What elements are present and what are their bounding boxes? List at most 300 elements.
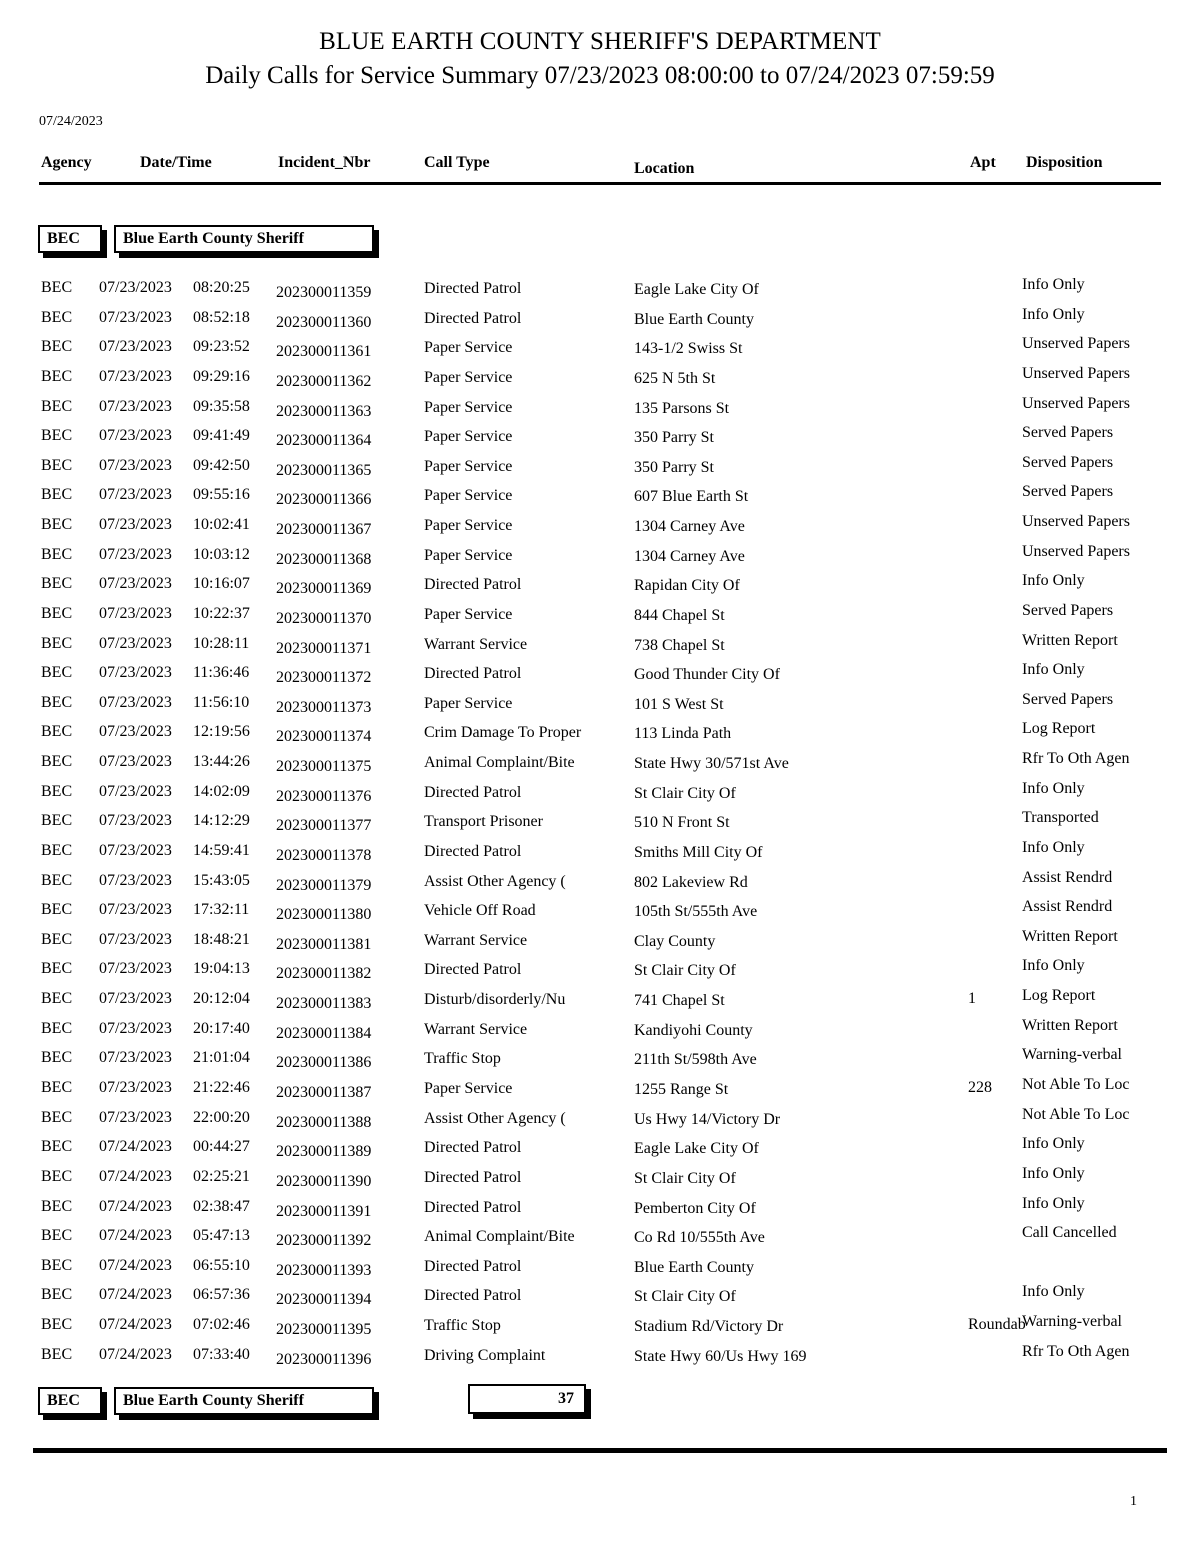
- cell-date: 07/23/2023: [99, 575, 172, 593]
- column-header-call-type: Call Type: [424, 154, 490, 171]
- cell-incident-nbr: 202300011374: [276, 728, 372, 746]
- cell-time: 10:28:11: [193, 634, 250, 652]
- table-row: [0, 719, 1200, 749]
- cell-time: 17:32:11: [193, 901, 250, 919]
- cell-agency: BEC: [41, 960, 73, 978]
- cell-time: 09:35:58: [193, 397, 250, 415]
- cell-agency: BEC: [41, 634, 73, 652]
- cell-incident-nbr: 202300011391: [276, 1202, 372, 1220]
- table-row: [0, 423, 1200, 453]
- table-row: [0, 690, 1200, 720]
- cell-call-type: Traffic Stop: [424, 1317, 501, 1335]
- cell-disposition: Written Report: [1022, 631, 1118, 649]
- cell-call-type: Crim Damage To Proper: [424, 724, 582, 742]
- cell-time: 14:59:41: [193, 841, 250, 859]
- footer-divider-rule: [33, 1448, 1167, 1453]
- cell-location: 105th St/555th Ave: [634, 903, 758, 921]
- cell-call-type: Animal Complaint/Bite: [424, 754, 575, 772]
- cell-date: 07/24/2023: [99, 1256, 172, 1274]
- cell-disposition: Warning-verbal: [1022, 1046, 1122, 1064]
- cell-disposition: Served Papers: [1022, 424, 1114, 442]
- cell-disposition: Info Only: [1022, 957, 1085, 975]
- cell-call-type: Directed Patrol: [424, 309, 522, 327]
- cell-time: 09:41:49: [193, 427, 250, 445]
- cell-time: 19:04:13: [193, 960, 250, 978]
- cell-agency: BEC: [41, 841, 73, 859]
- table-row: [0, 1016, 1200, 1046]
- cell-incident-nbr: 202300011386: [276, 1054, 372, 1072]
- cell-time: 07:33:40: [193, 1345, 250, 1363]
- cell-incident-nbr: 202300011379: [276, 876, 372, 894]
- table-row: [0, 275, 1200, 305]
- table-row: [0, 779, 1200, 809]
- group-header-agency-name: Blue Earth County Sheriff: [114, 225, 374, 253]
- table-row: [0, 364, 1200, 394]
- table-row: [0, 1105, 1200, 1135]
- cell-call-type: Directed Patrol: [424, 842, 522, 860]
- cell-call-type: Directed Patrol: [424, 280, 522, 297]
- cell-date: 07/23/2023: [99, 723, 172, 741]
- cell-disposition: Served Papers: [1022, 601, 1114, 619]
- cell-date: 07/24/2023: [99, 1197, 172, 1215]
- cell-time: 22:00:20: [193, 1108, 250, 1126]
- report-subtitle: Daily Calls for Service Summary 07/23/2023 08:00:00 to 07/24/2023 07:59:59: [205, 62, 995, 89]
- cell-incident-nbr: 202300011370: [276, 609, 372, 627]
- cell-call-type: Paper Service: [424, 1080, 513, 1097]
- cell-time: 09:42:50: [193, 456, 250, 474]
- cell-agency: BEC: [41, 1049, 73, 1067]
- cell-incident-nbr: 202300011394: [276, 1291, 372, 1309]
- group-footer-count: 37: [468, 1384, 586, 1414]
- cell-disposition: Written Report: [1022, 1016, 1118, 1034]
- cell-time: 11:36:46: [193, 664, 250, 682]
- cell-call-type: Paper Service: [424, 428, 513, 446]
- cell-call-type: Paper Service: [424, 517, 513, 535]
- cell-location: 143-1/2 Swiss St: [634, 340, 743, 358]
- cell-call-type: Paper Service: [424, 605, 513, 623]
- cell-disposition: Info Only: [1022, 661, 1085, 679]
- cell-date: 07/24/2023: [99, 1316, 172, 1334]
- cell-location: 350 Parry St: [634, 429, 714, 447]
- cell-location: 607 Blue Earth St: [634, 488, 749, 506]
- cell-date: 07/23/2023: [99, 604, 172, 622]
- column-header-disposition: Disposition: [1026, 154, 1103, 171]
- cell-date: 07/23/2023: [99, 753, 172, 771]
- cell-location: St Clair City Of: [634, 1169, 736, 1187]
- cell-location: 211th St/598th Ave: [634, 1051, 757, 1069]
- cell-call-type: Paper Service: [424, 694, 513, 712]
- cell-agency: BEC: [41, 871, 73, 889]
- cell-date: 07/24/2023: [99, 1167, 172, 1185]
- cell-incident-nbr: 202300011393: [276, 1261, 372, 1279]
- cell-agency: BEC: [41, 930, 73, 948]
- cell-agency: BEC: [41, 664, 73, 682]
- cell-disposition: Info Only: [1022, 1194, 1085, 1212]
- cell-date: 07/23/2023: [99, 693, 172, 711]
- cell-incident-nbr: 202300011375: [276, 758, 372, 776]
- cell-agency: BEC: [41, 516, 73, 534]
- cell-location: 738 Chapel St: [634, 636, 725, 654]
- cell-agency: BEC: [41, 308, 73, 326]
- cell-disposition: Not Able To Loc: [1022, 1105, 1130, 1123]
- table-row: [0, 986, 1200, 1016]
- column-header-agency: Agency: [41, 154, 92, 171]
- cell-disposition: Served Papers: [1022, 483, 1114, 501]
- cell-location: Eagle Lake City Of: [634, 281, 759, 298]
- cell-time: 21:22:46: [193, 1079, 250, 1096]
- cell-location: State Hwy 60/Us Hwy 169: [634, 1347, 807, 1365]
- table-row: [0, 838, 1200, 868]
- cell-call-type: Directed Patrol: [424, 1168, 522, 1186]
- cell-call-type: Disturb/disorderly/Nu: [424, 991, 566, 1009]
- cell-call-type: Warrant Service: [424, 635, 528, 653]
- cell-location: 1304 Carney Ave: [634, 547, 745, 565]
- cell-agency: BEC: [41, 990, 73, 1008]
- cell-date: 07/23/2023: [99, 486, 172, 504]
- table-row: [0, 660, 1200, 690]
- cell-call-type: Paper Service: [424, 339, 513, 357]
- cell-disposition: Info Only: [1022, 1164, 1085, 1182]
- table-row: [0, 1282, 1200, 1312]
- column-header-location: Location: [634, 160, 695, 177]
- cell-call-type: Directed Patrol: [424, 961, 522, 979]
- cell-time: 14:02:09: [193, 782, 250, 800]
- cell-incident-nbr: 202300011372: [276, 669, 372, 687]
- cell-agency: BEC: [41, 753, 73, 771]
- column-header-incident-nbr: Incident_Nbr: [278, 154, 371, 171]
- cell-disposition: Rfr To Oth Agen: [1022, 750, 1130, 768]
- column-header-datetime: Date/Time: [140, 154, 212, 171]
- cell-call-type: Traffic Stop: [424, 1050, 501, 1068]
- cell-location: 844 Chapel St: [634, 606, 725, 624]
- report-run-date: 07/24/2023: [39, 114, 103, 129]
- cell-agency: BEC: [41, 1079, 73, 1096]
- cell-date: 07/23/2023: [99, 427, 172, 445]
- cell-time: 12:19:56: [193, 723, 250, 741]
- cell-apt: 1: [968, 990, 976, 1008]
- cell-location: Pemberton City Of: [634, 1199, 756, 1217]
- cell-incident-nbr: 202300011392: [276, 1232, 372, 1250]
- cell-disposition: Assist Rendrd: [1022, 868, 1113, 886]
- cell-time: 20:17:40: [193, 1019, 250, 1037]
- cell-disposition: Info Only: [1022, 1283, 1085, 1301]
- cell-time: 06:57:36: [193, 1286, 250, 1304]
- cell-location: Blue Earth County: [634, 1258, 754, 1276]
- cell-disposition: Unserved Papers: [1022, 542, 1130, 560]
- table-row: [0, 482, 1200, 512]
- cell-location: 510 N Front St: [634, 814, 730, 832]
- cell-disposition: Unserved Papers: [1022, 513, 1130, 531]
- cell-disposition: Unserved Papers: [1022, 394, 1130, 412]
- cell-date: 07/24/2023: [99, 1138, 172, 1156]
- table-row: [0, 808, 1200, 838]
- cell-date: 07/23/2023: [99, 812, 172, 830]
- cell-agency: BEC: [41, 367, 73, 385]
- cell-date: 07/24/2023: [99, 1227, 172, 1245]
- cell-call-type: Paper Service: [424, 398, 513, 416]
- cell-time: 13:44:26: [193, 753, 250, 771]
- table-row: [0, 394, 1200, 424]
- table-row: [0, 1342, 1200, 1372]
- group-header-agency-code: BEC: [38, 225, 102, 253]
- cell-incident-nbr: 202300011363: [276, 402, 372, 420]
- cell-incident-nbr: 202300011369: [276, 580, 372, 598]
- cell-incident-nbr: 202300011390: [276, 1172, 372, 1190]
- cell-time: 09:23:52: [193, 338, 250, 356]
- cell-disposition: Assist Rendrd: [1022, 898, 1113, 916]
- group-footer-agency-code: BEC: [38, 1387, 102, 1415]
- cell-location: Smiths Mill City Of: [634, 843, 763, 861]
- cell-agency: BEC: [41, 693, 73, 711]
- cell-agency: BEC: [41, 1167, 73, 1185]
- cell-date: 07/23/2023: [99, 1108, 172, 1126]
- cell-call-type: Directed Patrol: [424, 1257, 522, 1275]
- cell-incident-nbr: 202300011361: [276, 343, 372, 361]
- cell-disposition: Warning-verbal: [1022, 1313, 1122, 1331]
- cell-date: 07/23/2023: [99, 841, 172, 859]
- cell-agency: BEC: [41, 1316, 73, 1334]
- cell-location: St Clair City Of: [634, 784, 736, 802]
- cell-disposition: Not Able To Loc: [1022, 1076, 1130, 1093]
- table-row: [0, 1134, 1200, 1164]
- cell-agency: BEC: [41, 1227, 73, 1245]
- cell-time: 02:25:21: [193, 1167, 250, 1185]
- cell-time: 18:48:21: [193, 930, 250, 948]
- table-row: [0, 1194, 1200, 1224]
- group-footer-agency-name: Blue Earth County Sheriff: [114, 1387, 374, 1415]
- cell-agency: BEC: [41, 1019, 73, 1037]
- header-divider-rule: [39, 182, 1161, 185]
- cell-location: Kandiyohi County: [634, 1021, 753, 1039]
- cell-incident-nbr: 202300011381: [276, 935, 372, 953]
- table-row: [0, 631, 1200, 661]
- table-row: [0, 542, 1200, 572]
- cell-incident-nbr: 202300011364: [276, 432, 372, 450]
- cell-time: 00:44:27: [193, 1138, 250, 1156]
- cell-date: 07/23/2023: [99, 1079, 172, 1096]
- cell-apt: Roundab: [968, 1316, 1026, 1334]
- cell-incident-nbr: 202300011389: [276, 1143, 372, 1161]
- cell-incident-nbr: 202300011360: [276, 313, 372, 331]
- table-row: [0, 1223, 1200, 1253]
- cell-agency: BEC: [41, 1108, 73, 1126]
- cell-date: 07/24/2023: [99, 1345, 172, 1363]
- cell-call-type: Driving Complaint: [424, 1346, 546, 1364]
- cell-incident-nbr: 202300011380: [276, 906, 372, 924]
- table-row: [0, 956, 1200, 986]
- table-row: [0, 1045, 1200, 1075]
- cell-location: State Hwy 30/571st Ave: [634, 755, 789, 773]
- cell-date: 07/23/2023: [99, 338, 172, 356]
- cell-disposition: Info Only: [1022, 779, 1085, 797]
- cell-disposition: Info Only: [1022, 276, 1085, 293]
- cell-location: 135 Parsons St: [634, 399, 730, 417]
- cell-call-type: Directed Patrol: [424, 1198, 522, 1216]
- cell-incident-nbr: 202300011377: [276, 817, 372, 835]
- cell-location: Good Thunder City Of: [634, 666, 780, 684]
- cell-apt: 228: [968, 1079, 992, 1096]
- cell-agency: BEC: [41, 397, 73, 415]
- cell-call-type: Animal Complaint/Bite: [424, 1228, 575, 1246]
- table-row: [0, 601, 1200, 631]
- cell-date: 07/23/2023: [99, 930, 172, 948]
- cell-call-type: Directed Patrol: [424, 576, 522, 594]
- cell-agency: BEC: [41, 782, 73, 800]
- cell-agency: BEC: [41, 1256, 73, 1274]
- cell-call-type: Vehicle Off Road: [424, 902, 536, 920]
- cell-call-type: Paper Service: [424, 546, 513, 564]
- column-header-apt: Apt: [970, 154, 996, 171]
- cell-agency: BEC: [41, 456, 73, 474]
- cell-call-type: Directed Patrol: [424, 1287, 522, 1305]
- cell-date: 07/23/2023: [99, 871, 172, 889]
- table-row: [0, 868, 1200, 898]
- cell-location: Us Hwy 14/Victory Dr: [634, 1110, 781, 1128]
- cell-time: 07:02:46: [193, 1316, 250, 1334]
- table-row: [0, 749, 1200, 779]
- cell-time: 02:38:47: [193, 1197, 250, 1215]
- cell-disposition: Call Cancelled: [1022, 1224, 1117, 1242]
- cell-date: 07/23/2023: [99, 1049, 172, 1067]
- cell-location: St Clair City Of: [634, 1288, 736, 1306]
- cell-agency: BEC: [41, 338, 73, 356]
- cell-time: 14:12:29: [193, 812, 250, 830]
- cell-disposition: Unserved Papers: [1022, 335, 1130, 353]
- cell-call-type: Assist Other Agency (: [424, 872, 566, 890]
- cell-call-type: Directed Patrol: [424, 665, 522, 683]
- cell-time: 08:52:18: [193, 308, 250, 326]
- cell-time: 15:43:05: [193, 871, 250, 889]
- page-number: 1: [1130, 1494, 1137, 1509]
- table-row: [0, 1164, 1200, 1194]
- cell-incident-nbr: 202300011362: [276, 372, 372, 390]
- table-row: [0, 897, 1200, 927]
- cell-incident-nbr: 202300011388: [276, 1113, 372, 1131]
- cell-incident-nbr: 202300011382: [276, 965, 372, 983]
- cell-disposition: Info Only: [1022, 305, 1085, 323]
- cell-time: 21:01:04: [193, 1049, 250, 1067]
- table-row: [0, 453, 1200, 483]
- cell-time: 08:20:25: [193, 279, 250, 296]
- cell-time: 09:29:16: [193, 367, 250, 385]
- cell-incident-nbr: 202300011395: [276, 1321, 372, 1339]
- cell-time: 11:56:10: [193, 693, 250, 711]
- cell-agency: BEC: [41, 427, 73, 445]
- cell-time: 10:22:37: [193, 604, 250, 622]
- table-row: [0, 512, 1200, 542]
- cell-time: 10:03:12: [193, 545, 250, 563]
- cell-location: 1304 Carney Ave: [634, 518, 745, 536]
- cell-location: St Clair City Of: [634, 962, 736, 980]
- cell-incident-nbr: 202300011365: [276, 461, 372, 479]
- table-row: [0, 305, 1200, 335]
- cell-date: 07/23/2023: [99, 1019, 172, 1037]
- cell-date: 07/23/2023: [99, 308, 172, 326]
- cell-location: Clay County: [634, 932, 716, 950]
- cell-incident-nbr: 202300011367: [276, 521, 372, 539]
- cell-incident-nbr: 202300011384: [276, 1024, 372, 1042]
- cell-call-type: Paper Service: [424, 457, 513, 475]
- cell-time: 10:02:41: [193, 516, 250, 534]
- cell-date: 07/23/2023: [99, 516, 172, 534]
- cell-call-type: Paper Service: [424, 487, 513, 505]
- cell-location: 350 Parry St: [634, 458, 714, 476]
- cell-location: Stadium Rd/Victory Dr: [634, 1318, 784, 1336]
- cell-agency: BEC: [41, 812, 73, 830]
- cell-incident-nbr: 202300011373: [276, 698, 372, 716]
- cell-incident-nbr: 202300011378: [276, 846, 372, 864]
- cell-call-type: Paper Service: [424, 368, 513, 386]
- cell-time: 20:12:04: [193, 990, 250, 1008]
- cell-incident-nbr: 202300011359: [276, 284, 372, 301]
- cell-date: 07/23/2023: [99, 990, 172, 1008]
- table-row: [0, 1312, 1200, 1342]
- cell-date: 07/23/2023: [99, 664, 172, 682]
- table-row: [0, 334, 1200, 364]
- cell-date: 07/23/2023: [99, 456, 172, 474]
- cell-disposition: Info Only: [1022, 838, 1085, 856]
- cell-time: 05:47:13: [193, 1227, 250, 1245]
- cell-incident-nbr: 202300011396: [276, 1350, 372, 1368]
- cell-disposition: Rfr To Oth Agen: [1022, 1342, 1130, 1360]
- cell-disposition: Served Papers: [1022, 690, 1114, 708]
- cell-location: 101 S West St: [634, 695, 724, 713]
- cell-call-type: Directed Patrol: [424, 783, 522, 801]
- cell-call-type: Assist Other Agency (: [424, 1109, 566, 1127]
- cell-disposition: Transported: [1022, 809, 1099, 827]
- cell-agency: BEC: [41, 279, 73, 296]
- cell-agency: BEC: [41, 1345, 73, 1363]
- table-row: [0, 927, 1200, 957]
- cell-call-type: Directed Patrol: [424, 1139, 522, 1157]
- cell-location: 113 Linda Path: [634, 725, 732, 743]
- cell-date: 07/23/2023: [99, 397, 172, 415]
- cell-incident-nbr: 202300011387: [276, 1084, 372, 1101]
- cell-agency: BEC: [41, 604, 73, 622]
- cell-time: 09:55:16: [193, 486, 250, 504]
- cell-location: Rapidan City Of: [634, 577, 740, 595]
- cell-disposition: Written Report: [1022, 927, 1118, 945]
- cell-location: 625 N 5th St: [634, 369, 716, 387]
- cell-disposition: Unserved Papers: [1022, 364, 1130, 382]
- report-title: BLUE EARTH COUNTY SHERIFF'S DEPARTMENT: [319, 28, 881, 55]
- table-row: [0, 571, 1200, 601]
- cell-date: 07/23/2023: [99, 782, 172, 800]
- cell-date: 07/23/2023: [99, 960, 172, 978]
- cell-call-type: Transport Prisoner: [424, 813, 543, 831]
- cell-date: 07/24/2023: [99, 1286, 172, 1304]
- cell-agency: BEC: [41, 1138, 73, 1156]
- cell-time: 06:55:10: [193, 1256, 250, 1274]
- cell-date: 07/23/2023: [99, 901, 172, 919]
- cell-date: 07/23/2023: [99, 367, 172, 385]
- cell-location: 1255 Range St: [634, 1081, 729, 1098]
- cell-incident-nbr: 202300011368: [276, 550, 372, 568]
- cell-date: 07/23/2023: [99, 634, 172, 652]
- table-row: [0, 1253, 1200, 1283]
- cell-location: Blue Earth County: [634, 310, 754, 328]
- cell-disposition: Info Only: [1022, 1135, 1085, 1153]
- cell-disposition: Log Report: [1022, 987, 1096, 1005]
- cell-location: Co Rd 10/555th Ave: [634, 1229, 765, 1247]
- cell-date: 07/23/2023: [99, 279, 172, 296]
- cell-time: 10:16:07: [193, 575, 250, 593]
- cell-incident-nbr: 202300011371: [276, 639, 372, 657]
- cell-agency: BEC: [41, 1197, 73, 1215]
- cell-call-type: Warrant Service: [424, 931, 528, 949]
- cell-location: 741 Chapel St: [634, 992, 725, 1010]
- cell-disposition: Info Only: [1022, 572, 1085, 590]
